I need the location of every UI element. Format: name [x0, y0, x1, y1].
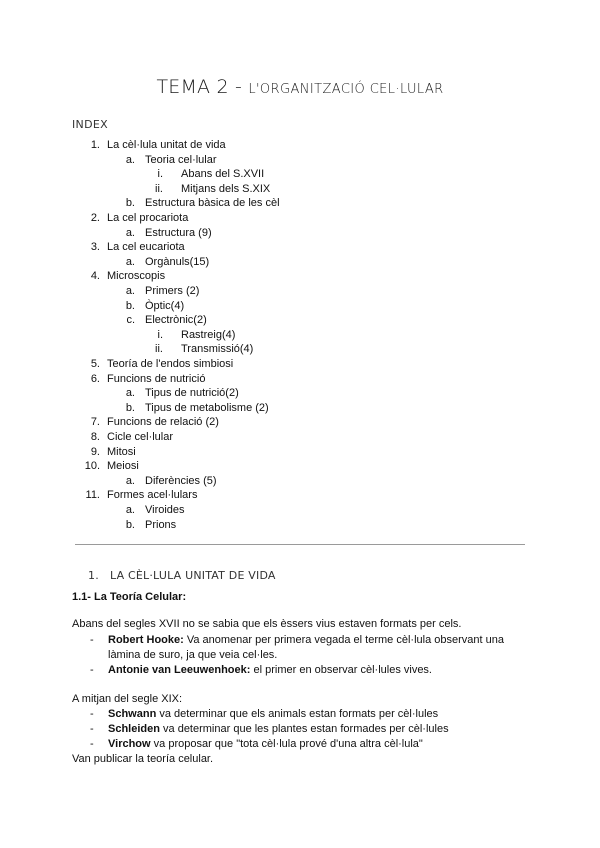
section-number: 1.	[88, 569, 99, 582]
toc-item-number: 9.	[90, 445, 100, 458]
person-name: Antonie van Leeuwenhoek:	[108, 664, 251, 676]
toc-item-label: Funcions de relació (2)	[107, 416, 219, 429]
title-main: TEMA 2 -	[156, 76, 249, 98]
toc-item-level-1	[0, 445, 600, 459]
description: Va anomenar per primera vegada el terme cèl·lula observant una làmina de suro, ja que veia cel·les.	[108, 634, 504, 661]
toc-item-number: i.	[157, 328, 163, 341]
toc-item-label: Teoría de l'endos simbiosi	[107, 358, 234, 370]
toc-item-number: a.	[125, 255, 135, 268]
toc-item-label: Teoria cel·lular	[145, 153, 217, 166]
person-name: Robert Hooke:	[108, 634, 184, 646]
toc-item-number: a.	[125, 387, 135, 400]
toc-item-label: Estructura (9)	[145, 226, 212, 239]
toc-item-level-2	[0, 226, 600, 240]
toc-item-number: 5.	[90, 358, 100, 370]
toc-item-label: Formes acel·lulars	[107, 489, 198, 502]
toc-item-label: Meiosi	[107, 460, 139, 473]
toc-item-level-2	[0, 474, 600, 488]
section-heading	[88, 569, 276, 582]
toc-item-level-1	[0, 357, 600, 371]
title-sub: L'ORGANITZACIÓ CEL·LULAR	[248, 82, 444, 97]
bullet-dash: -	[90, 664, 94, 676]
toc-item-number: ii.	[155, 343, 163, 356]
toc-item-level-2	[0, 313, 600, 327]
toc-item-level-3	[0, 167, 600, 181]
toc-item-number: ii.	[155, 182, 163, 195]
bullet-dash: -	[90, 634, 94, 646]
toc-item-label: Mitjans dels S.XIX	[181, 182, 271, 195]
toc-item-label: Prions	[145, 518, 177, 531]
list-item-text	[108, 663, 528, 678]
toc-item-label: Tipus de nutrició(2)	[145, 387, 239, 400]
toc-item-number: a.	[125, 153, 135, 166]
toc-item-label: Cicle cel·lular	[107, 431, 174, 443]
toc-item-number: 7.	[90, 416, 100, 429]
person-name: Virchow	[108, 738, 151, 750]
list-item-text	[108, 633, 528, 663]
toc-item-level-3	[0, 342, 600, 356]
toc-item-number: 10.	[84, 460, 100, 473]
toc-item-label: Òptic(4)	[145, 299, 185, 312]
toc-item-level-1	[0, 430, 600, 444]
section-divider	[75, 544, 525, 545]
toc-item-number: c.	[126, 314, 135, 327]
toc-item-level-1	[0, 415, 600, 429]
toc-item-number: 11.	[85, 489, 100, 502]
toc-item-number: 4.	[90, 270, 100, 283]
toc-item-number: a.	[125, 285, 135, 297]
page-title	[0, 73, 600, 104]
toc-item-level-2	[0, 518, 600, 532]
toc-item-number: b.	[125, 197, 135, 210]
toc-item-level-1	[0, 211, 600, 225]
toc-item-label: Mitosi	[107, 445, 136, 458]
toc-item-label: Primers (2)	[145, 285, 200, 297]
toc-item-label: La cel procariota	[107, 212, 189, 224]
list-item-text	[108, 707, 528, 722]
toc-item-level-1	[0, 372, 600, 386]
index-heading: INDEX	[72, 118, 108, 131]
paragraph: Abans del segles XVII no se sabia que els èssers vius estaven formats per cels.	[72, 618, 462, 630]
section-title: LA CÈL·LULA UNITAT DE VIDA	[110, 569, 276, 582]
toc-item-number: 8.	[90, 431, 100, 443]
toc-item-level-2	[0, 196, 600, 210]
list-item-text	[108, 722, 528, 737]
toc-item-label: Transmissió(4)	[181, 343, 254, 356]
toc-item-label: La cèl·lula unitat de vida	[107, 139, 226, 151]
toc-item-label: Electrònic(2)	[145, 314, 207, 327]
bullet-dash: -	[90, 738, 94, 750]
toc-item-number: a.	[125, 504, 135, 516]
toc-item-label: Viroides	[145, 504, 185, 516]
toc-item-label: Abans del S.XVII	[181, 168, 265, 181]
toc-item-level-1	[0, 269, 600, 283]
description: va determinar que les plantes estan formades per cèl·lules	[159, 723, 449, 735]
toc-item-label: Microscopis	[107, 270, 166, 283]
description: va determinar que els animals estan formats per cèl·lules	[156, 708, 439, 720]
person-name: Schleiden	[108, 723, 160, 735]
toc-item-level-2	[0, 299, 600, 313]
toc-item-level-2	[0, 153, 600, 167]
description: el primer en observar cèl·lules vives.	[250, 664, 432, 676]
toc-item-label: Tipus de metabolisme (2)	[145, 401, 269, 414]
toc-item-level-2	[0, 284, 600, 298]
toc-item-label: Estructura bàsica de les cèl	[145, 197, 280, 210]
bullet-dash: -	[90, 708, 94, 720]
toc-item-level-1	[0, 459, 600, 473]
toc-item-number: b.	[125, 518, 135, 531]
toc-item-level-2	[0, 503, 600, 517]
toc-item-level-2	[0, 401, 600, 415]
toc-item-number: 2.	[90, 212, 100, 224]
toc-item-level-2	[0, 255, 600, 269]
list-item-text	[108, 737, 528, 752]
toc-item-level-1	[0, 240, 600, 254]
bullet-dash: -	[90, 723, 94, 735]
paragraph: A mitjan del segle XIX:	[72, 693, 183, 705]
toc-item-level-1	[0, 488, 600, 502]
toc-item-number: 6.	[90, 372, 100, 385]
subsection-heading: 1.1- La Teoría Celular:	[72, 591, 187, 603]
toc-item-level-3	[0, 182, 600, 196]
toc-item-number: 1.	[90, 139, 100, 151]
toc-item-level-1	[0, 138, 600, 152]
toc-item-number: b.	[125, 401, 135, 414]
toc-item-label: Diferències (5)	[145, 474, 217, 487]
toc-item-number: i.	[157, 168, 163, 181]
toc-item-number: a.	[125, 474, 135, 487]
paragraph: Van publicar la teoría celular.	[72, 753, 214, 765]
toc-item-number: a.	[125, 226, 135, 239]
toc-item-label: La cel eucariota	[107, 241, 185, 254]
toc-item-label: Funcions de nutrició	[107, 372, 206, 385]
toc-item-level-3	[0, 328, 600, 342]
toc-item-number: b.	[125, 299, 135, 312]
toc-item-label: Rastreig(4)	[181, 328, 236, 341]
toc-item-level-2	[0, 386, 600, 400]
toc-item-label: Orgànuls(15)	[145, 255, 210, 268]
person-name: Schwann	[108, 708, 157, 720]
toc-item-number: 3.	[90, 241, 100, 254]
description: va proposar que "tota cèl·lula prové d'una altra cèl·lula"	[150, 738, 423, 750]
